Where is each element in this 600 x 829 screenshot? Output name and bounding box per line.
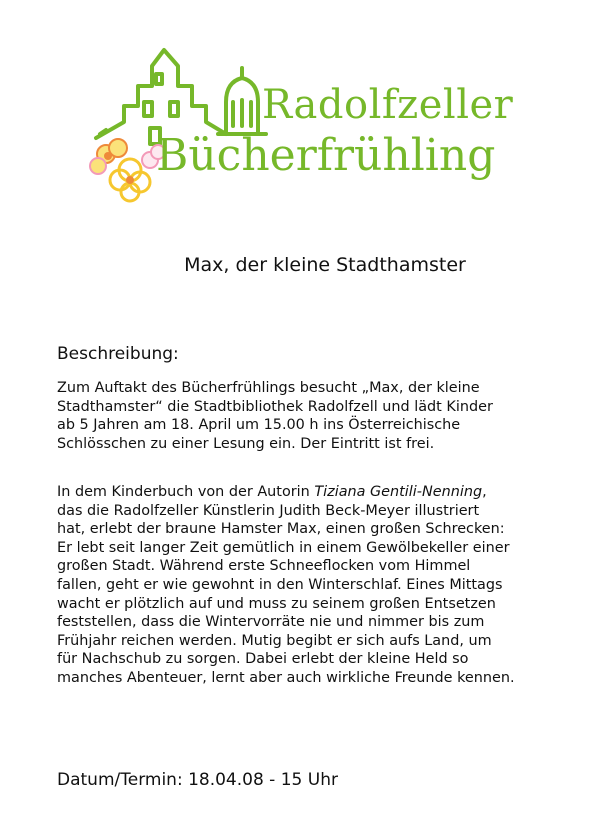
text-line: großen Stadt. Während erste Schneeflocken vom Himmel <box>57 558 471 575</box>
description-label: Beschreibung: <box>57 344 179 364</box>
text-line: Frühjahr reichen werden. Mutig begibt er sich aufs Land, um <box>57 632 492 649</box>
text-line: feststellen, dass die Wintervorräte nie und nimmer bis zum <box>57 614 485 631</box>
text-fragment: In dem Kinderbuch von der Autorin <box>57 484 315 500</box>
logo-line-2: Bücherfrühling <box>156 130 496 181</box>
logo-line-1: Radolfzeller <box>262 82 514 128</box>
event-title: Max, der kleine Stadthamster <box>184 254 466 276</box>
text-line: ab 5 Jahren am 18. April um 15.00 h ins Österreichische <box>57 417 461 434</box>
text-line: Zum Auftakt des Bücherfrühlings besucht „Max, der kleine <box>57 380 480 396</box>
event-logo <box>86 30 526 205</box>
text-line: Schlösschen zu einer Lesung ein. Der Eintritt ist frei. <box>57 435 435 452</box>
text-line: Stadthamster“ die Stadtbibliothek Radolfzell und lädt Kinder <box>57 398 493 415</box>
description-paragraph-2 <box>57 483 557 688</box>
text-line: fallen, geht er wie gewohnt in den Winterschlaf. Eines Mittags <box>57 576 503 593</box>
text-line: Er lebt seit langer Zeit gemütlich in einem Gewölbekeller einer <box>57 539 510 556</box>
text-fragment: , <box>482 484 487 500</box>
text-line: für Nachschub zu sorgen. Dabei erlebt der kleine Held so <box>57 651 469 668</box>
text-line: das die Radolfzeller Künstlerin Judith Beck-Meyer illustriert <box>57 502 480 519</box>
author-name: Tiziana Gentili-Nenning <box>314 484 483 500</box>
text-line: hat, erlebt der braune Hamster Max, einen großen Schrecken: <box>57 521 505 538</box>
event-date: Datum/Termin: 18.04.08 - 15 Uhr <box>57 770 338 790</box>
text-line: wacht er plötzlich auf und muss zu seinem großen Entsetzen <box>57 595 496 612</box>
description-paragraph-1 <box>57 379 557 453</box>
text-line: manches Abenteuer, lernt aber auch wirkliche Freunde kennen. <box>57 669 515 686</box>
